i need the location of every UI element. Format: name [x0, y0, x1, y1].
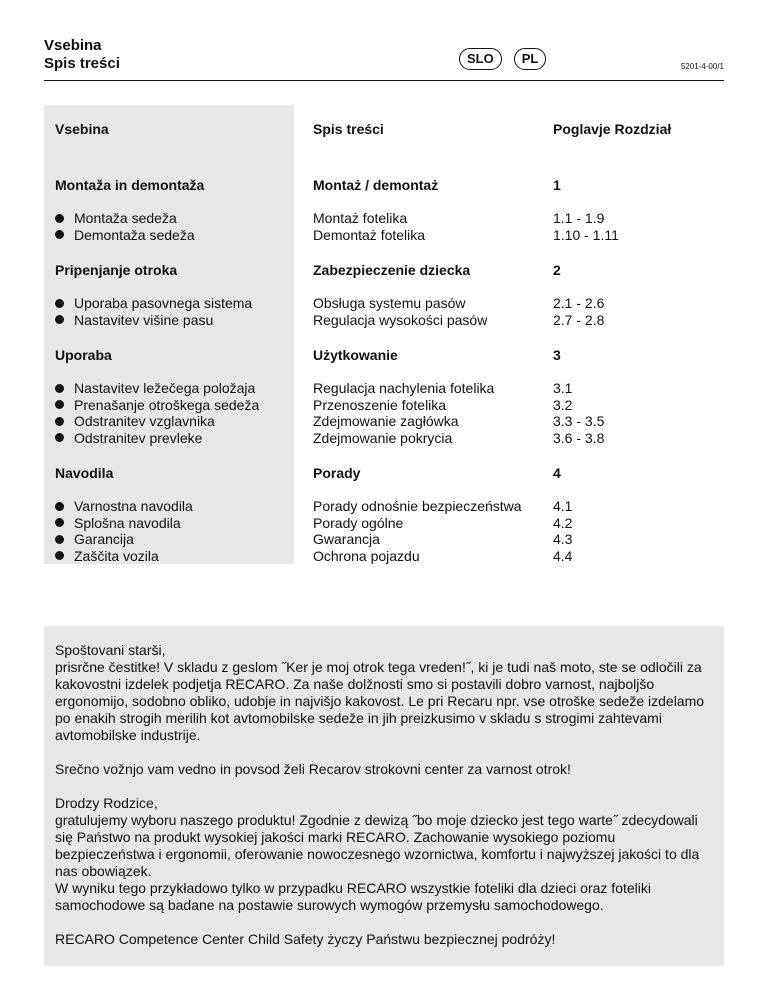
section-chapter: 2 [553, 262, 561, 278]
list-item [55, 210, 294, 227]
list-item [55, 515, 294, 532]
item-label-pl: Montaż fotelika [313, 210, 408, 226]
item-label-pl: Ochrona pojazdu [313, 547, 420, 564]
column-header-chapter: Poglavje Rozdział [553, 121, 672, 137]
toc-column-headers [44, 105, 724, 177]
toc-section-items [44, 210, 724, 262]
items-slo [44, 210, 294, 243]
items-ref [553, 380, 724, 446]
document-code: 5201-4-00/1 [680, 62, 724, 71]
item-reference: 3.3 - 3.5 [553, 413, 605, 429]
section-title-pl: Montaż / demontaż [313, 177, 439, 193]
list-item [55, 531, 294, 548]
list-item [55, 227, 294, 244]
bullet-icon [55, 551, 64, 560]
language-badge-pl: PL [514, 48, 547, 70]
bullet-icon [55, 433, 64, 442]
item-label-pl: Regulacja wysokości pasów [313, 311, 488, 328]
item-label-slo: Demontaža sedeža [74, 226, 195, 243]
column-header-slo: Vsebina [55, 121, 109, 137]
section-title-slo: Montaža in demontaža [55, 177, 205, 193]
section-title-pl: Porady [313, 465, 361, 481]
section-chapter: 3 [553, 347, 561, 363]
item-label-pl: Przenoszenie fotelika [313, 396, 447, 413]
list-item [55, 312, 294, 329]
items-pl [294, 380, 553, 446]
item-reference: 4.2 [553, 514, 573, 531]
item-label-slo: Montaža sedeža [74, 210, 177, 226]
item-label-pl: Gwarancja [313, 531, 380, 547]
list-item [55, 548, 294, 565]
items-slo [44, 380, 294, 446]
toc-section-header [44, 347, 724, 380]
item-reference: 3.2 [553, 396, 573, 413]
items-ref [553, 498, 724, 564]
items-slo [44, 295, 294, 328]
items-pl [294, 210, 553, 243]
item-label-slo: Nastavitev višine pasu [74, 311, 214, 328]
item-reference: 3.1 [553, 380, 573, 396]
bullet-icon [55, 417, 64, 426]
toc-section-items [44, 498, 724, 583]
intro-paragraph-slo: Spoštovani starši, prisrčne čestitke! V skladu z geslom ˝Ker je moj otrok tega vreden!˝, ki je tudi naš moto, ste se odločili za kakovostni izdelek podjetja RECARO. Za naše dolžnosti smo si postavili dobro varnost, najboljšo ergonomijo, sodobno obliko, udobje in najvišjo kakovost. Le pri Recaru npr. vse otroške sedeže izdelamo po enakih strogih merilih kot avtomobilske sedeže in jih preizkusimo v skladu s strogimi zahtevami avtomobilske industrije. [55, 642, 705, 743]
item-reference: 1.1 - 1.9 [553, 210, 605, 226]
toc-sections [44, 177, 724, 583]
bullet-icon [55, 230, 64, 239]
item-reference: 3.6 - 3.8 [553, 429, 605, 446]
item-label-pl: Zdejmowanie pokrycia [313, 429, 453, 446]
intro-paragraph-slo-closing: Srečno vožnjo vam vedno in povsod želi Recarov strokovni center za varnost otrok! [55, 761, 571, 777]
intro-text-box [44, 626, 724, 966]
section-title-slo: Pripenjanje otroka [55, 262, 178, 278]
items-ref [553, 295, 724, 328]
items-ref [553, 210, 724, 243]
list-item [55, 498, 294, 515]
item-label-slo: Garancija [74, 531, 134, 547]
toc-section-header [44, 262, 724, 295]
items-pl [294, 498, 553, 564]
bullet-icon [55, 400, 64, 409]
item-label-pl: Obsługa systemu pasów [313, 295, 466, 311]
bullet-icon [55, 518, 64, 527]
language-badges [459, 48, 546, 70]
list-item [55, 380, 294, 397]
item-reference: 1.10 - 1.11 [553, 226, 619, 243]
toc-section-header [44, 465, 724, 498]
toc-section-header [44, 177, 724, 210]
item-reference: 4.3 [553, 531, 573, 547]
item-label-slo: Odstranitev prevleke [74, 429, 203, 446]
bullet-icon [55, 502, 64, 511]
items-pl [294, 295, 553, 328]
section-title-slo: Navodila [55, 465, 114, 481]
item-label-pl: Demontaż fotelika [313, 226, 426, 243]
item-label-slo: Uporaba pasovnega sistema [74, 295, 253, 311]
item-label-pl: Regulacja nachylenia fotelika [313, 380, 495, 396]
item-reference: 2.1 - 2.6 [553, 295, 605, 311]
title-slo: Vsebina [44, 37, 102, 54]
item-label-slo: Prenašanje otroškega sedeža [74, 396, 260, 413]
title-pl: Spis treści [44, 55, 120, 72]
bullet-icon [55, 384, 64, 393]
item-reference: 4.4 [553, 547, 573, 564]
item-label-pl: Porady ogólne [313, 514, 404, 531]
bullet-icon [55, 299, 64, 308]
list-item [55, 413, 294, 430]
page-title [44, 37, 120, 73]
header-divider [44, 80, 724, 81]
item-label-slo: Splošna navodila [74, 514, 181, 531]
item-label-slo: Varnostna navodila [74, 498, 193, 514]
item-label-pl: Zdejmowanie zagłówka [313, 413, 459, 429]
item-label-slo: Odstranitev vzglavnika [74, 413, 215, 429]
bullet-icon [55, 535, 64, 544]
intro-paragraph-pl-closing: RECARO Competence Center Child Safety życzy Państwu bezpiecznej podróży! [55, 931, 556, 947]
item-label-slo: Zaščita vozila [74, 547, 159, 564]
section-chapter: 4 [553, 465, 561, 481]
language-badge-slo: SLO [459, 48, 502, 70]
items-slo [44, 498, 294, 564]
table-of-contents [44, 105, 724, 583]
section-title-pl: Zabezpieczenie dziecka [313, 262, 471, 278]
list-item [55, 397, 294, 414]
section-title-slo: Uporaba [55, 347, 112, 363]
intro-paragraph-pl: Drodzy Rodzice, gratulujemy wyboru naszego produktu! Zgodnie z dewizą ˝bo moje dziecko jest tego warte˝ zdecydowali się Państwo na produkt wysokiej jakości marki RECARO. Zachowanie wysokiego poziomu bezpieczeństwa i ergonomii, oferowanie nowoczesnego wzornictwa, komfortu i najwyższej jakości to dla nas obowiązek. W wyniku tego przykładowo tylko w przypadku RECARO wszystkie foteliki dla dzieci oraz foteliki samochodowe są badane na postawie surowych wymogów przemysłu samochodowego. [55, 795, 700, 913]
item-reference: 4.1 [553, 498, 573, 514]
item-label-pl: Porady odnośnie bezpieczeństwa [313, 498, 522, 514]
bullet-icon [55, 214, 64, 223]
bullet-icon [55, 315, 64, 324]
item-reference: 2.7 - 2.8 [553, 311, 605, 328]
list-item [55, 430, 294, 447]
item-label-slo: Nastavitev ležečega položaja [74, 380, 256, 396]
toc-section-items [44, 380, 724, 465]
section-title-pl: Użytkowanie [313, 347, 398, 363]
toc-section-items [44, 295, 724, 347]
section-chapter: 1 [553, 177, 561, 193]
column-header-pl: Spis treści [313, 121, 384, 137]
list-item [55, 295, 294, 312]
